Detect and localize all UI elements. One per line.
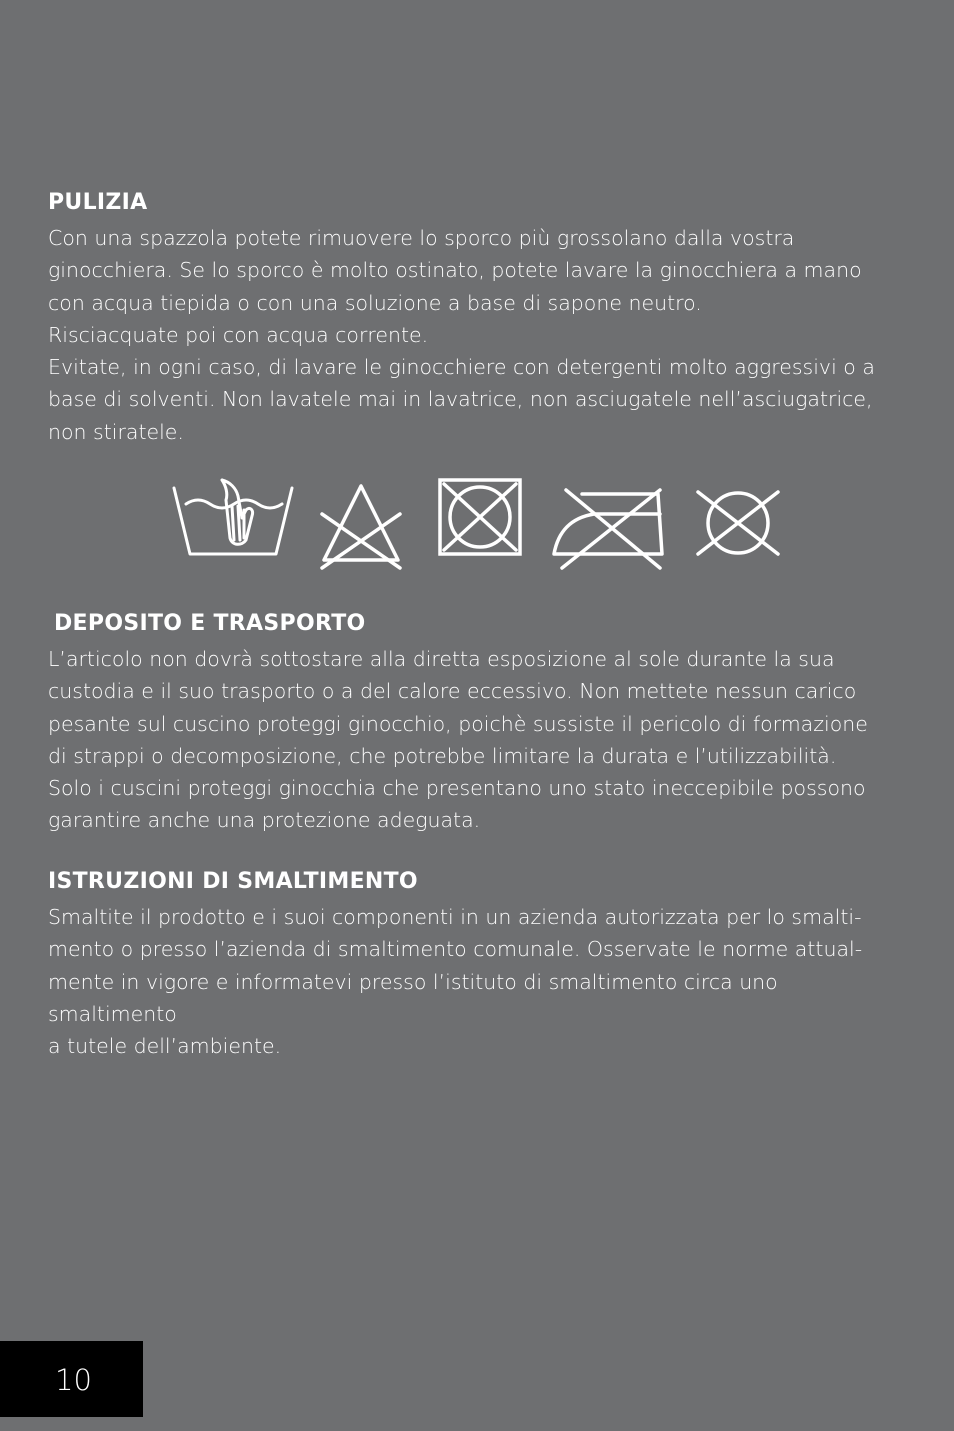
body-line: non stiratele. — [48, 419, 184, 444]
section-title: PULIZIA — [48, 190, 148, 215]
section-body — [48, 901, 908, 1062]
body-line: con acqua tiepida o con una soluzione a base di sapone neutro. — [48, 290, 702, 315]
body-line: Risciacquate poi con acqua corrente. — [48, 322, 429, 347]
body-line: Evitate, in ogni caso, di lavare le ginocchiere con detergenti molto aggressivi o a — [48, 355, 875, 380]
do-not-dry-clean-icon — [694, 490, 782, 556]
body-line: Solo i cuscini proteggi ginocchia che presentano uno stato ineccepibile possono — [48, 776, 866, 801]
section-pulizia — [48, 188, 908, 448]
body-line: Smaltite il prodotto e i suoi componenti in un azienda autorizzata per lo smalti- — [48, 905, 862, 929]
care-symbols-row — [168, 474, 788, 570]
body-line: L’articolo non dovrà sottostare alla diretta esposizione al sole durante la sua — [48, 647, 835, 671]
section-deposito-trasporto — [48, 609, 908, 837]
section-istruzioni-smaltimento — [48, 867, 908, 1062]
body-line: base di solventi. Non lavatele mai in lavatrice, non asciugatele nell’asciugatrice, — [48, 387, 873, 412]
body-line: Con una spazzola potete rimuovere lo sporco più grossolano dalla vostra — [48, 226, 795, 250]
section-body — [48, 643, 908, 837]
do-not-tumble-dry-icon — [438, 478, 522, 556]
body-line: di strappi o decomposizione, che potrebbe limitare la durata e l’utilizzabilità. — [48, 743, 837, 768]
body-line: mento o presso l’azienda di smaltimento comunale. Osservate le norme attual- — [48, 937, 863, 962]
body-line: mente in vigore e informatevi presso l’istituto di smaltimento circa uno smaltimento — [48, 969, 778, 1026]
do-not-bleach-icon — [320, 478, 402, 570]
section-body — [48, 222, 908, 448]
hand-wash-icon — [172, 476, 296, 560]
section-title: ISTRUZIONI DI SMALTIMENTO — [48, 869, 418, 894]
body-line: a tutele dell’ambiente. — [48, 1034, 282, 1059]
page-number: 10 — [55, 1363, 92, 1397]
body-line: pesante sul cuscino proteggi ginocchio, poichè sussiste il pericolo di formazione — [48, 711, 868, 736]
body-line: garantire anche una protezione adeguata. — [48, 808, 481, 833]
body-line: ginocchiera. Se lo sporco è molto ostinato, potete lavare la ginocchiera a mano — [48, 258, 862, 283]
section-title: DEPOSITO E TRASPORTO — [54, 611, 366, 636]
do-not-iron-icon — [552, 488, 666, 568]
body-line: custodia e il suo trasporto o a del calore eccessivo. Non mettete nessun carico — [48, 679, 857, 704]
page-number-box — [0, 1341, 143, 1417]
